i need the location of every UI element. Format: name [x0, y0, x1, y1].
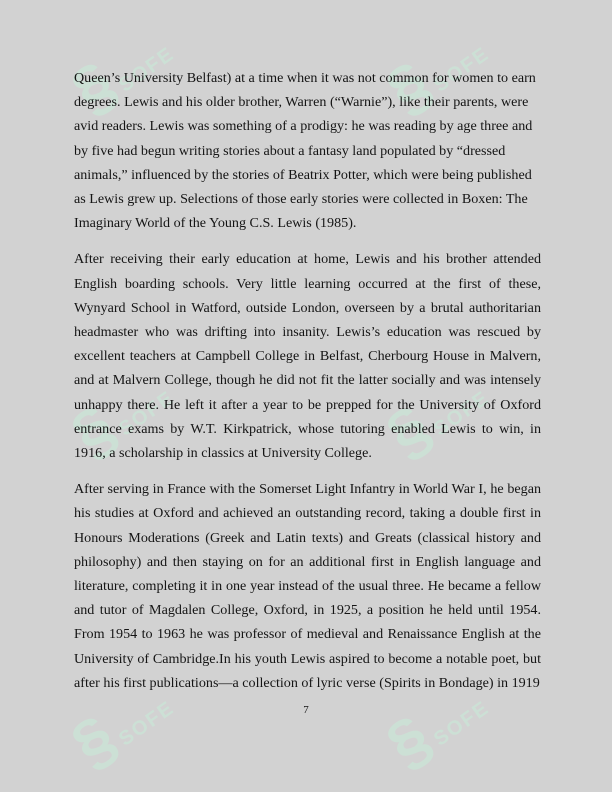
watermark-glyph: §: [58, 47, 130, 127]
watermark-glyph: §: [373, 391, 445, 471]
watermark-text: SOFE: [429, 42, 494, 97]
watermark-glyph: §: [58, 701, 130, 781]
page-number: 7: [303, 704, 309, 716]
watermark-text: SOFE: [114, 696, 179, 751]
watermark-text: SOFE: [429, 386, 494, 441]
document-body: [74, 66, 541, 707]
paragraph: After receiving their early education at home, Lewis and his brother attended English boarding schools. Very little learning occurred at the first of these, Wynyard School in Watford, outside London, overseen by a brutal authoritarian headmaster who was drifting into insanity. Lewis’s education was rescued by excellent teachers at Campbell College in Belfast, Cherbourg House in Malvern, and at Malvern College, though he did not fit the latter socially and was intensely unhappy there. He left it after a year to be prepped for the University of Oxford entrance exams by W.T. Kirkpatrick, whose tutoring enabled Lewis to win, in 1916, a scholarship in classics at University College.: [74, 251, 541, 462]
paragraph: Queen’s University Belfast) at a time when it was not common for women to earn degrees. Lewis and his older brother, Warren (“Warnie”), like their parents, were avid readers. Lewis was something of a prodigy: he was reading by age three and by five had begun writing stories about a fantasy land populated by “dressed animals,” influenced by the stories of Beatrix Potter, which were being published as Lewis grew up. Selections of those early stories were collected in Boxen: The Imaginary World of the Young C.S. Lewis (1985).: [74, 70, 536, 232]
watermark-glyph: §: [373, 701, 445, 781]
watermark-glyph: §: [373, 47, 445, 127]
watermark-text: SOFE: [114, 42, 179, 97]
watermark-text: SOFE: [429, 696, 494, 751]
watermark-glyph: §: [58, 391, 130, 471]
watermark-text: SOFE: [114, 386, 179, 441]
paragraph: After serving in France with the Somerset Light Infantry in World War I, he began his studies at Oxford and achieved an outstanding record, taking a double first in Honours Moderations (Greek and Latin texts) and Greats (classical history and philosophy) and then staying on for an additional first in English language and literature, completing it in one year instead of the usual three. He became a fellow and tutor of Magdalen College, Oxford, in 1925, a position he held until 1954. From 1954 to 1963 he was professor of medieval and Renaissance English at the University of Cambridge.In his youth Lewis aspired to become a notable poet, but after his first publications—a collection of lyric verse (Spirits in Bondage) in 1919: [74, 481, 541, 691]
